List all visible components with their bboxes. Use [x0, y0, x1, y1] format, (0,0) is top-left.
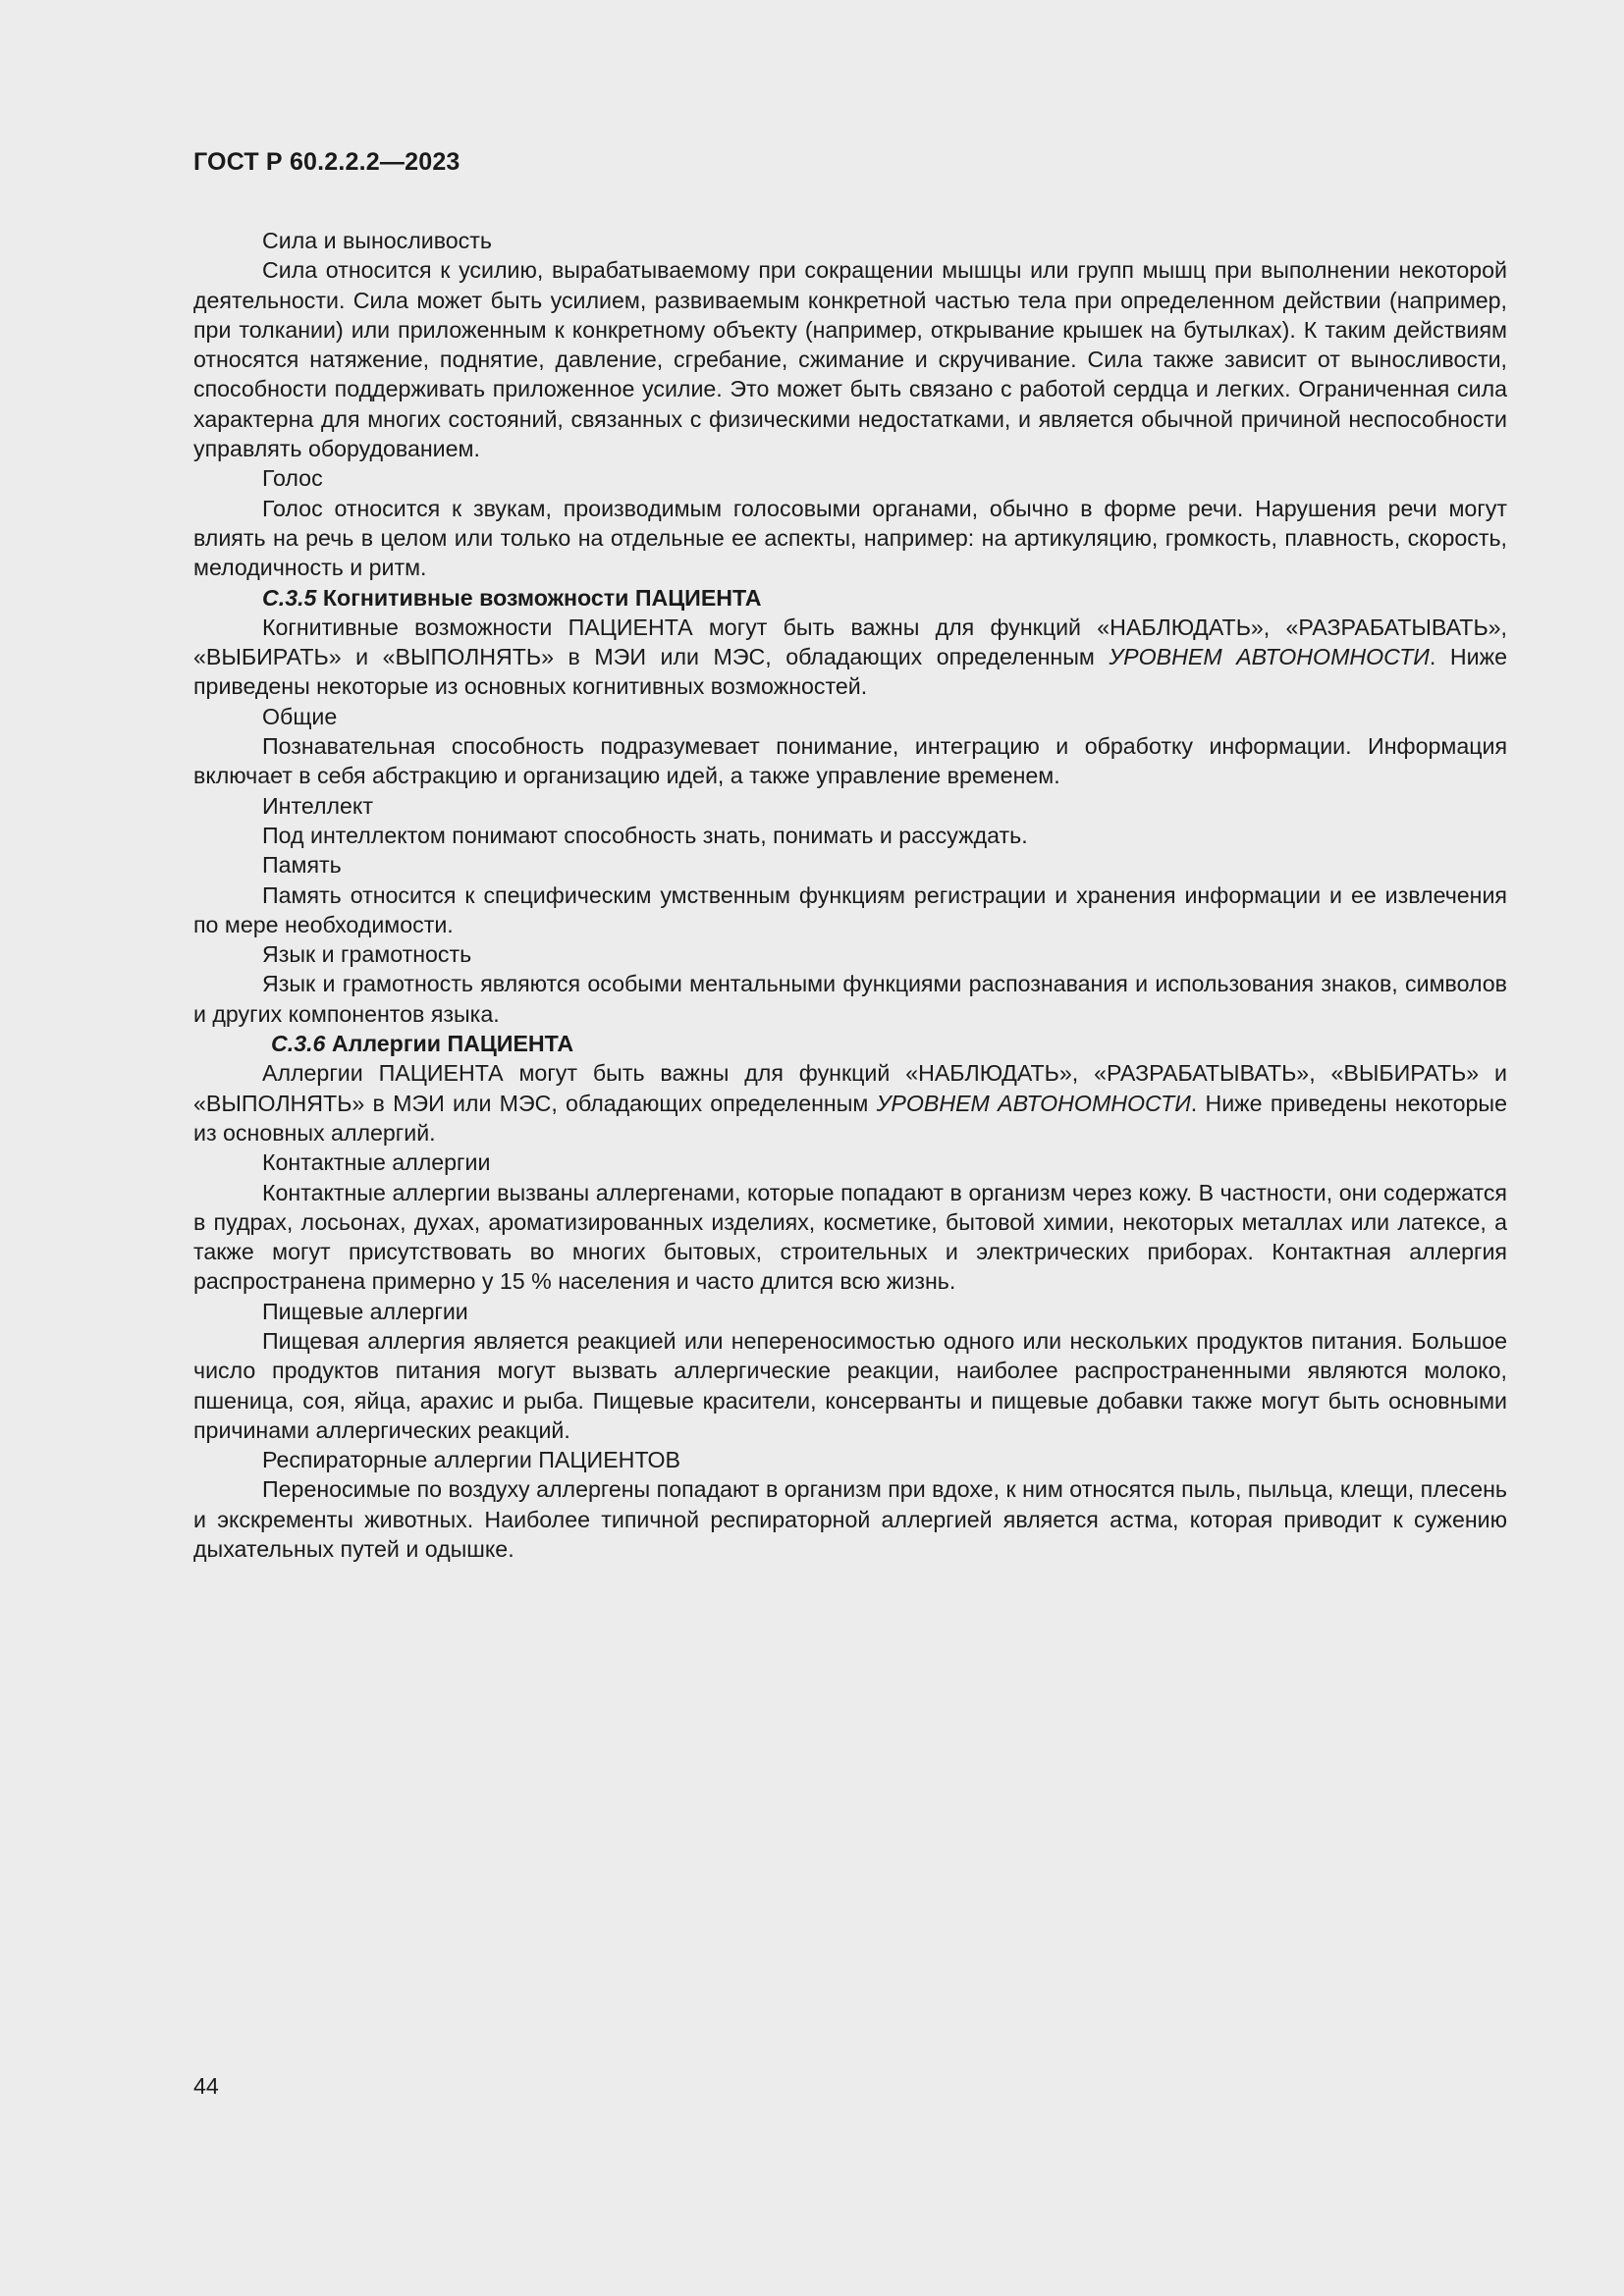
- paragraph: Контактные аллергии вызваны аллергенами, которые попадают в организм через кожу. В частности, они содержатся в пудрах, лосьонах, духах, ароматизированных изделиях, косметике, бытовой химии, некоторых металлах или латексе, а также могут присутствовать во многих бытовых, строительных и электрических приборах. Контактная аллергия распространена примерно у 15 % населения и часто длится всю жизнь.: [193, 1179, 1507, 1295]
- paragraph: Общие: [262, 703, 338, 729]
- paragraph: Память относится к специфическим умственным функциям регистрации и хранения информации и ее извлечения по мере необходимости.: [193, 881, 1507, 937]
- paragraph: Переносимые по воздуху аллергены попадают в организм при вдохе, к ним относятся пыль, пыльца, клещи, плесень и экскременты животных. Наиболее типичной респираторной аллергией является астма, которая приводит к сужению дыхательных путей и одышке.: [193, 1476, 1507, 1563]
- paragraph: Под интеллектом понимают способность знать, понимать и рассуждать.: [262, 822, 1028, 848]
- emphasis-text: УРОВНЕМ АВТОНОМНОСТИ: [876, 1090, 1191, 1116]
- paragraph: Голос: [262, 465, 323, 492]
- paragraph: Интеллект: [262, 792, 373, 819]
- paragraph: Познавательная способность подразумевает понимание, интеграцию и обработку информации. Информация включает в себя абстракцию и организацию идей, а также управление временем.: [193, 733, 1507, 789]
- emphasis-text: УРОВНЕМ АВТОНОМНОСТИ: [1109, 644, 1430, 670]
- paragraph: Сила и выносливость: [262, 228, 492, 253]
- paragraph-text: Когнитивные возможности ПАЦИЕНТА могут быть важны для функций «НАБЛЮДАТЬ», «РАЗРАБАТЫВАТЬ», «ВЫБИРАТЬ» и «ВЫПОЛНЯТЬ» в МЭИ или МЭС, обладающих определенным: [193, 614, 1507, 670]
- section-number: C.3.6: [271, 1031, 326, 1057]
- paragraph: Респираторные аллергии ПАЦИЕНТОВ: [262, 1447, 681, 1473]
- paragraph: Язык и грамотность: [262, 941, 472, 968]
- section-title: Аллергии ПАЦИЕНТА: [331, 1031, 574, 1057]
- paragraph: Сила относится к усилию, вырабатываемому при сокращении мышцы или групп мышц при выполнении некоторой деятельности. Сила может быть усилием, развиваемым конкретной частью тела при определенном действии (например, при толкании) или приложенным к конкретному объекту (например, открывание крышек на бутылках). К таким действиям относятся натяжение, поднятие, давление, сгребание, сжимание и скручивание. Сила также зависит от выносливости, способности поддерживать приложенное усилие. Это может быть связано с работой сердца и легких. Ограниченная сила характерна для многих состояний, связанных с физическими недостатками, и является обычной причиной неспособности управлять оборудованием.: [193, 257, 1507, 462]
- section-heading: [193, 583, 1507, 613]
- page-number: 44: [193, 2073, 219, 2099]
- paragraph: Язык и грамотность являются особыми ментальными функциями распознавания и использования знаков, символов и других компонентов языка.: [193, 971, 1507, 1027]
- section-number: C.3.5: [262, 584, 317, 611]
- paragraph: [193, 1058, 1507, 1148]
- paragraph-text: . Ниже приведены некоторые из основных аллергий.: [193, 1090, 1507, 1146]
- section-heading: [193, 1029, 1507, 1058]
- paragraph: Пищевые аллергии: [262, 1298, 468, 1324]
- paragraph-text: . Ниже приведены некоторые из основных когнитивных возможностей.: [193, 644, 1507, 700]
- paragraph: Память: [262, 852, 342, 879]
- paragraph: Голос относится к звукам, производимым голосовыми органами, обычно в форме речи. Нарушения речи могут влиять на речь в целом или только на отдельные ее аспекты, например: на артикуляцию, громкость, плавность, скорость, мелодичность и ритм.: [193, 495, 1507, 581]
- paragraph: [193, 613, 1507, 702]
- paragraph-text: Аллергии ПАЦИЕНТА могут быть важны для функций «НАБЛЮДАТЬ», «РАЗРАБАТЫВАТЬ», «ВЫБИРАТЬ» и «ВЫПОЛНЯТЬ» в МЭИ или МЭС, обладающих определенным: [193, 1060, 1507, 1116]
- paragraph: Контактные аллергии: [262, 1149, 491, 1176]
- section-title: Когнитивные возможности ПАЦИЕНТА: [322, 584, 762, 611]
- document-body: [193, 226, 1507, 1564]
- document-header: ГОСТ Р 60.2.2.2—2023: [193, 148, 460, 176]
- paragraph: Пищевая аллергия является реакцией или непереносимостью одного или нескольких продуктов питания. Большое число продуктов питания могут вызвать аллергические реакции, наиболее распространенными являются молоко, пшеница, соя, яйца, арахис и рыба. Пищевые красители, консерванты и пищевые добавки также могут быть основными причинами аллергических реакций.: [193, 1327, 1507, 1443]
